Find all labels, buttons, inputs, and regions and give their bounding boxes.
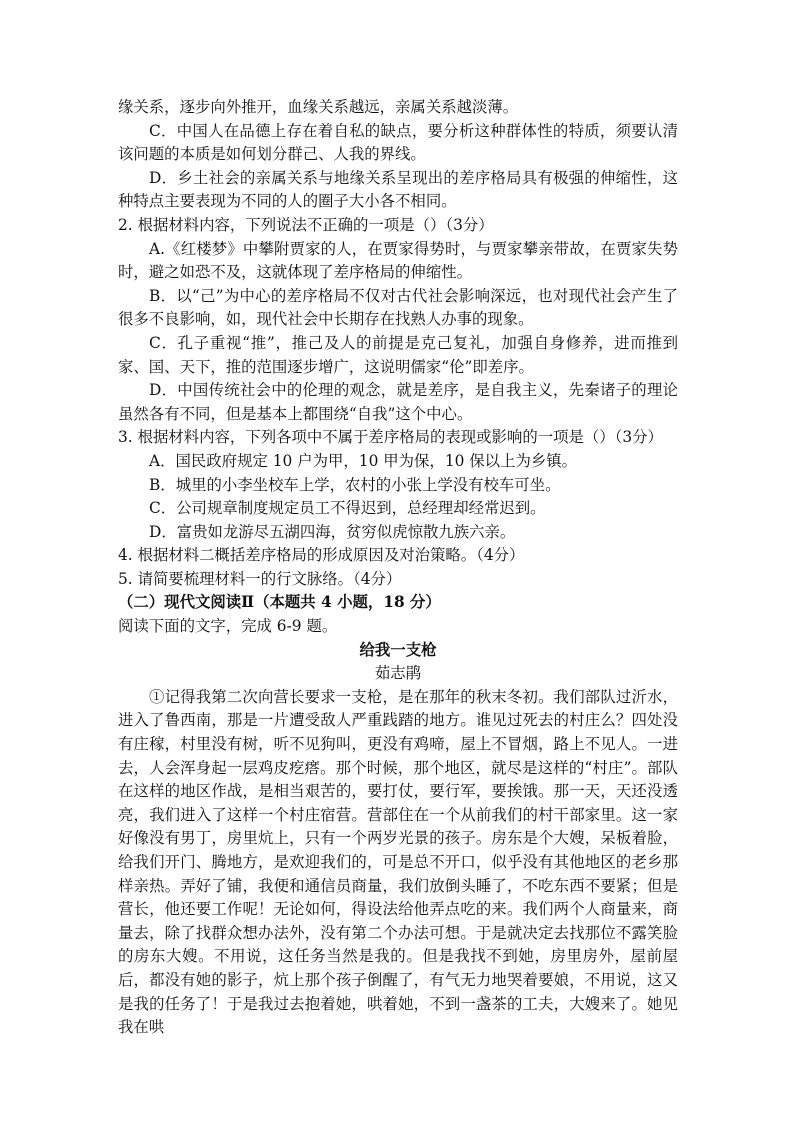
- q3-option-b: B．城里的小李坐校车上学，农村的小张上学没有校车可坐。: [149, 475, 561, 494]
- q3-option-d: D．富贵如龙游尽五湖四海，贫穷似虎惊散九族六亲。: [149, 522, 516, 541]
- section-instruction: 阅读下面的文字，完成 6-9 题。: [118, 617, 338, 636]
- q2-option-c: C．孔子重视“推”，推己及人的前提是克己复礼，加强自身修养，进而推到家、国、天下，推的范围逐步增广，这说明儒家“伦”即差序。: [118, 333, 678, 376]
- passage-author: 茹志鹃: [374, 664, 422, 683]
- q3-stem: 3. 根据材料内容，下列各项中不属于差序格局的表现或影响的一项是（）（3分）: [118, 428, 663, 447]
- section-heading: （二）现代文阅读Ⅱ（本题共 4 小题，18 分）: [118, 593, 441, 612]
- passage-paragraph-1: ①记得我第二次向营长要求一支枪，是在那年的秋末冬初。我们部队过沂水，进入了鲁西南，那是一片遭受敌人严重践踏的地方。谁见过死去的村庄么？四处没有庄稼，村里没有树，听不见狗叫，更没有鸡啼，屋上不冒烟，路上不见人。一进去，人会浑身起一层鸡皮疙瘩。那个时候，那个地区，就尽是这样的“村庄”。部队在这样的地区作战，是相当艰苦的，要打仗，要行军，要挨饿。那一天，天还没透亮，我们进入了这样一个村庄宿营。营部住在一个从前我们的村干部家里。这一家好像没有男丁，房里炕上，只有一个两岁光景的孩子。房东是个大嫂，呆板着脸，给我们开门、腾地方，是欢迎我们的，可是总不开口，似乎没有其他地区的老乡那样亲热。弄好了铺，我便和通信员商量，我们放倒头睡了，不吃东西不要紧；但是营长，他还要工作呢！无论如何，得设法给他弄点吃的来。我们两个人商量来，商量去，除了找群众想办法外，没有第二个办法可想。于是就决定去找那位不露笑脸的房东大嫂。不用说，这任务当然是我的。但是我找不到她，房里房外，屋前屋后，都没有她的影子，炕上那个孩子倒醒了，有气无力地哭着要娘，不用说，这又是我的任务了！于是我过去抱着她，哄着她，不到一盏茶的工夫，大嫂来了。她见我在哄: [118, 687, 678, 1037]
- passage-title: 给我一支枪: [359, 640, 437, 659]
- document-page: [118, 96, 678, 1040]
- q3-option-a: A．国民政府规定 10 户为甲，10 甲为保，10 保以上为乡镇。: [149, 451, 578, 470]
- q2-option-a: A.《红楼梦》中攀附贾家的人，在贾家得势时，与贾家攀亲带故，在贾家失势时，避之如恐不及，这就体现了差序格局的伸缩性。: [118, 239, 678, 282]
- q2-option-b: B．以“己”为中心的差序格局不仅对古代社会影响深远，也对现代社会产生了很多不良影响，如，现代社会中长期存在找熟人办事的现象。: [118, 286, 678, 329]
- q5-stem: 5. 请简要梳理材料一的行文脉络。（4分）: [118, 569, 402, 588]
- q1-option-c: C．中国人在品德上存在着自私的缺点，要分析这种群体性的特质，须要认清该问题的本质是如何划分群己、人我的界线。: [118, 121, 678, 164]
- q1-option-d: D．乡土社会的亲属关系与地缘关系呈现出的差序格局具有极强的伸缩性，这种特点主要表现为不同的人的圈子大小各不相同。: [118, 168, 678, 211]
- q3-option-c: C．公司规章制度规定员工不得迟到，总经理却经常迟到。: [149, 499, 546, 518]
- q2-option-d: D．中国传统社会中的伦理的观念，就是差序，是自我主义，先秦诸子的理论虽然各有不同，但是基本上都围绕“自我”这个中心。: [118, 381, 678, 423]
- q2-stem: 2. 根据材料内容，下列说法不正确的一项是（）（3分）: [118, 215, 494, 234]
- q4-stem: 4. 根据材料二概括差序格局的形成原因及对治策略。（4分）: [118, 546, 525, 565]
- q1-option-b-continuation: 缘关系，逐步向外推开，血缘关系越远，亲属关系越淡薄。: [118, 98, 519, 116]
